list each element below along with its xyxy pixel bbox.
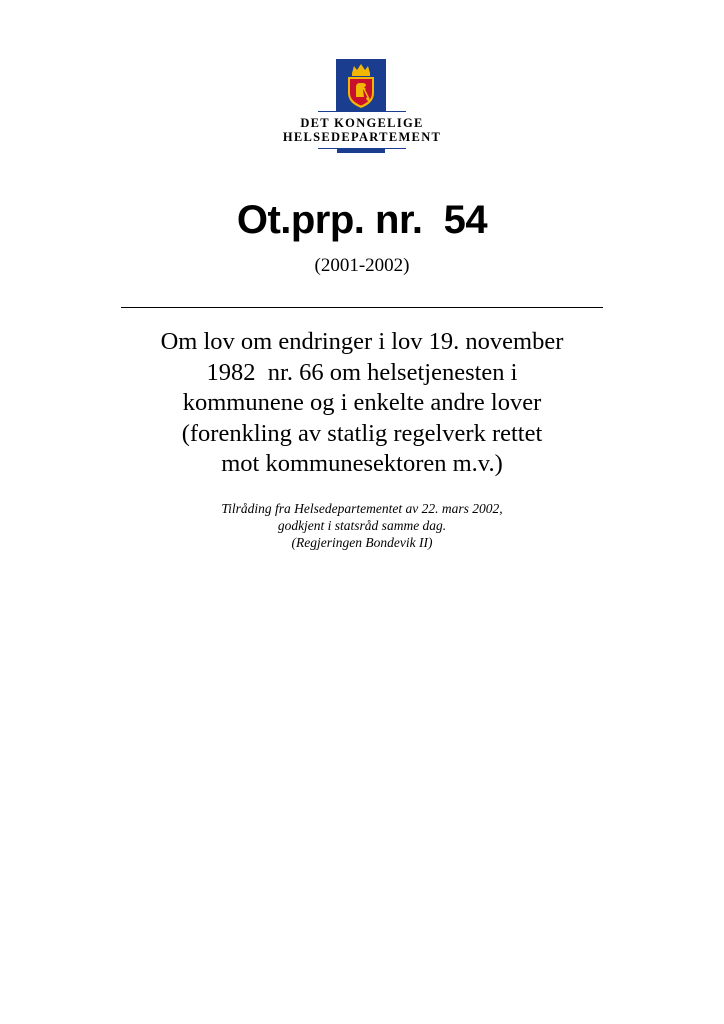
subject-line: 1982 nr. 66 om helsetjenesten i	[206, 358, 518, 386]
document-title: Ot.prp. nr. 54	[236, 198, 488, 242]
parliamentary-session: (2001-2002)	[314, 255, 410, 276]
approval-line: godkjent i statsråd samme dag.	[277, 518, 447, 533]
logo-blue-bar	[337, 148, 385, 153]
department-name-line-1: DET KONGELIGE	[300, 116, 424, 130]
document-subject	[120, 327, 604, 480]
approval-note	[120, 500, 604, 551]
department-logo	[0, 59, 724, 155]
subject-line: kommunene og i enkelte andre lover	[182, 389, 542, 416]
logo-rule-top	[318, 111, 406, 112]
subject-line: Om lov om endringer i lov 19. november	[160, 328, 564, 355]
subject-line: mot kommunesektoren m.v.)	[221, 450, 503, 477]
department-name-line-2: HELSEDEPARTEMENT	[282, 130, 442, 144]
approval-line: (Regjeringen Bondevik II)	[291, 535, 433, 550]
subject-line: (forenkling av statlig regelverk rettet	[181, 419, 543, 447]
norwegian-coat-of-arms-icon	[336, 59, 386, 111]
approval-line: Tilråding fra Helsedepartementet av 22. mars 2002,	[221, 501, 503, 516]
title-divider	[121, 307, 603, 308]
